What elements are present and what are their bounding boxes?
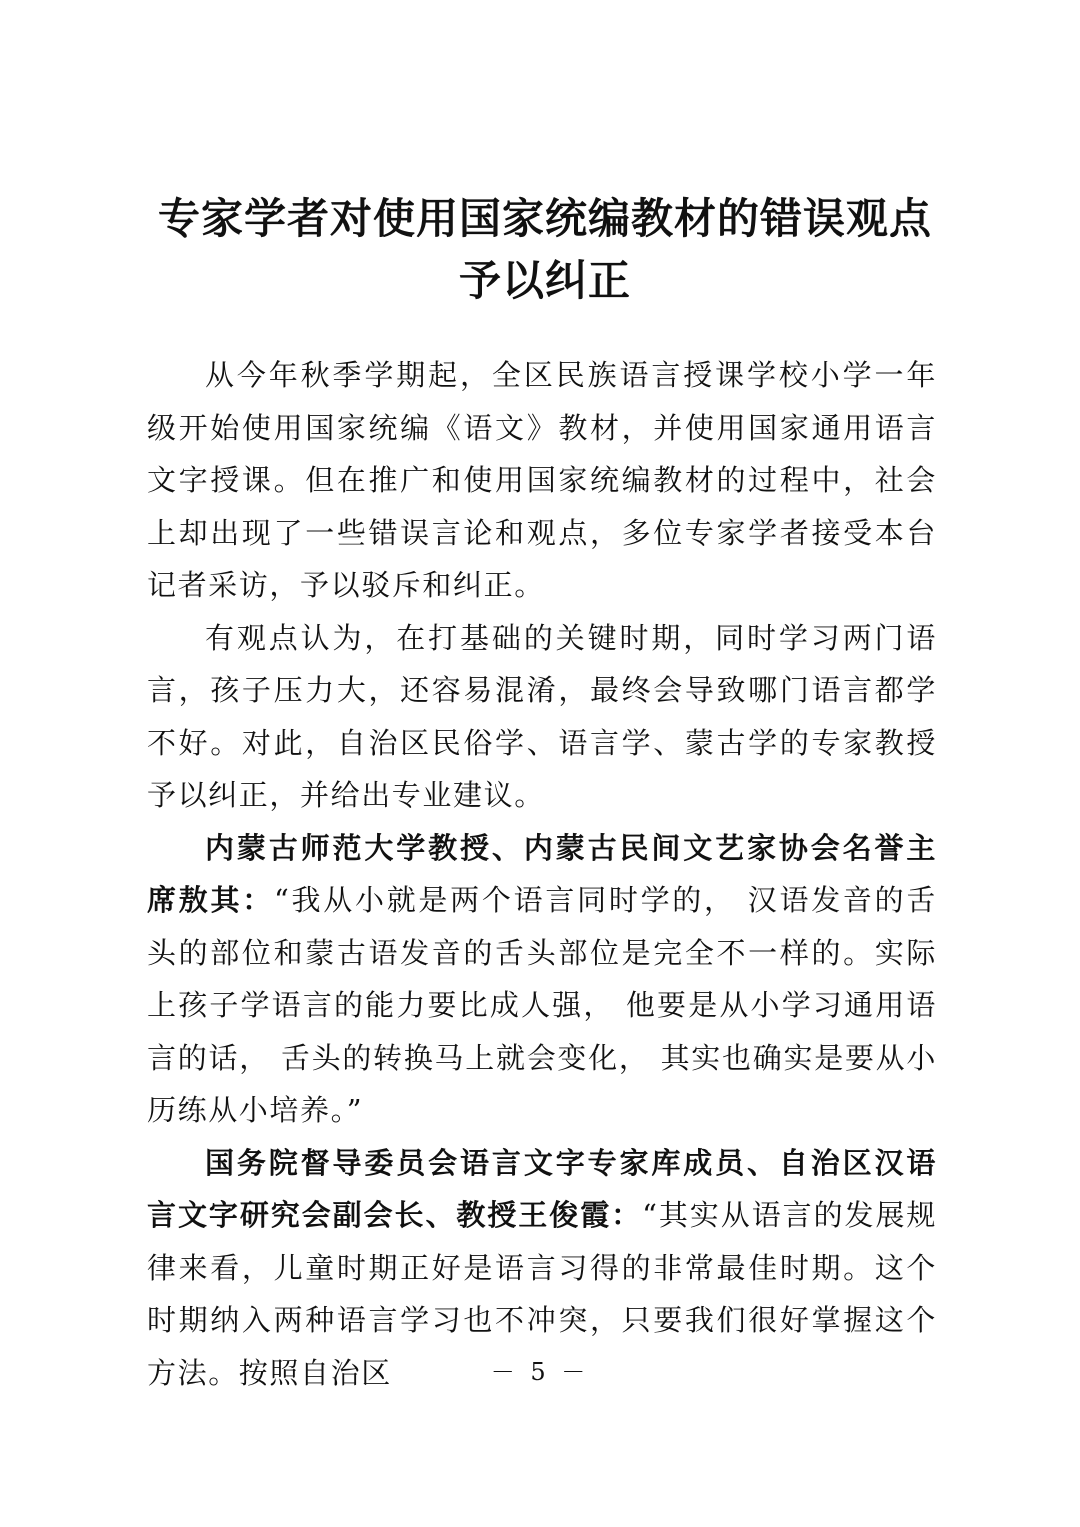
paragraph-viewpoint [147,612,937,822]
page-title: 专家学者对使用国家统编教材的错误观点予以纠正 [157,194,932,305]
paragraph-quote-aoqi [147,822,937,1137]
article-body [147,349,937,1399]
page-number: － 5 － [490,1358,590,1386]
paragraph-speaker: 内蒙古师范大学教授、内蒙古民间文艺家协会名誉主席敖其： [147,830,937,917]
paragraph-intro [147,349,937,612]
paragraph-text: “其实从语言的发展规律来看，儿童时期正好是语言习得的非常最佳时期。这个时期纳入两种语言学习也不冲突，只要我们很好掌握这个方法。按照自治区 [147,1198,938,1390]
paragraph-text: 从今年秋季学期起，全区民族语言授课学校小学一年级开始使用国家统编《语文》教材，并使用国家通用语言文字授课。但在推广和使用国家统编教材的过程中，社会上却出现了一些错误言论和观点，多位专家学者接受本台记者采访，予以驳斥和纠正。 [147,358,937,602]
paragraph-text: 有观点认为，在打基础的关键时期，同时学习两门语言，孩子压力大，还容易混淆，最终会导致哪门语言都学不好。对此，自治区民俗学、语言学、蒙古学的专家教授予以纠正，并给出专业建议。 [147,620,937,812]
paragraph-text: “我从小就是两个语言同时学的， 汉语发音的舌头的部位和蒙古语发音的舌头部位是完全不一样的。实际上孩子学语言的能力要比成人强， 他要是从小学习通用语言的话， 舌头的转换马上就会变化， 其实也确实是要从小历练从小培养。” [147,883,937,1127]
paragraph-speaker: 国务院督导委员会语言文字专家库成员、自治区汉语言文字研究会副会长、教授王俊霞： [147,1145,937,1232]
